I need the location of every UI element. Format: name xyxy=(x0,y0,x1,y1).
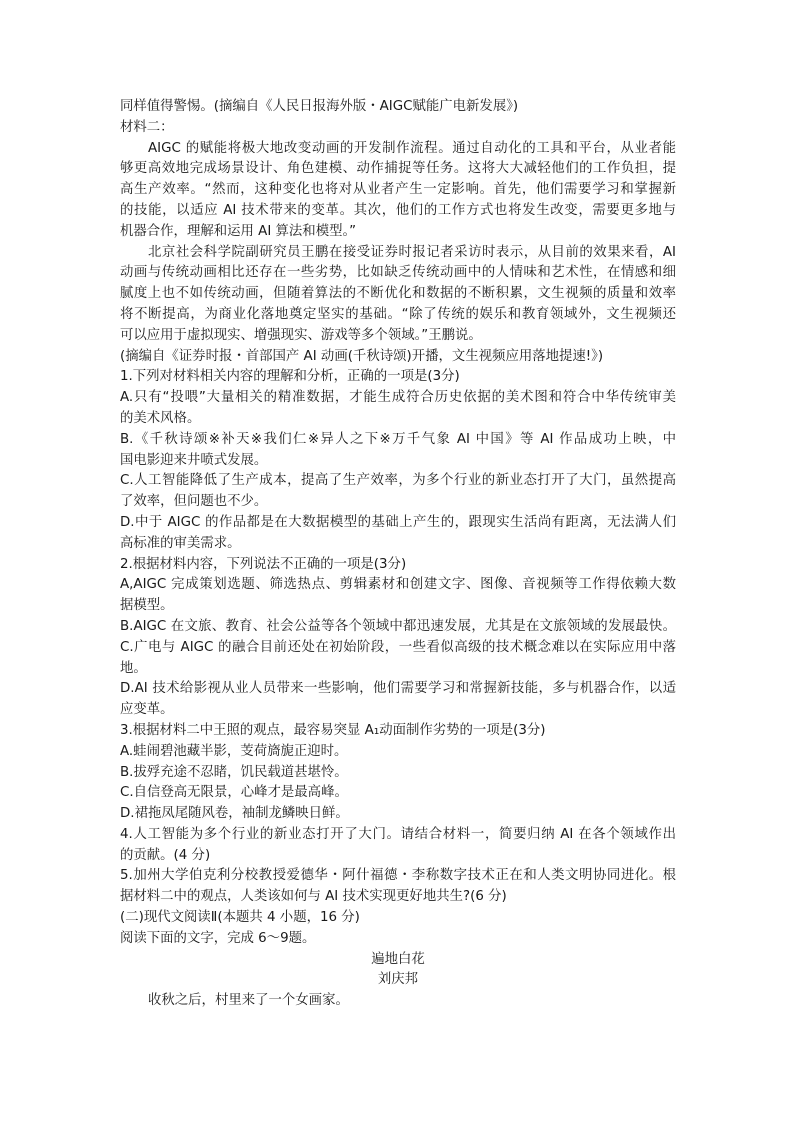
question-5-stem-cont: 据材料二中的观点，人类该如何与 AI 技术实现更好地共生?(6 分) xyxy=(120,889,507,905)
question-2-option-a-cont: 据模型。 xyxy=(120,598,174,614)
question-3-option-a: A.蛙闹碧池藏半影，芰荷旖旎正迎时。 xyxy=(120,743,348,759)
question-5-stem: 5.加州大学伯克利分校教授爱德华・阿什福德・李称数字技术正在和人类文明协同进化。根 xyxy=(120,868,676,884)
question-1-option-c-cont: 了效率，但问题也不少。 xyxy=(120,494,268,510)
question-1-option-b-cont: 国电影迎来井喷式发展。 xyxy=(120,452,268,468)
question-2-option-d: D.AI 技术给影视从业人员带来一些影响，他们需要学习和常握新技能，多与机器合作，以适 xyxy=(120,681,676,697)
question-2-option-c: C.广电与 AIGC 的融合目前还处在初始阶段，一些看似高级的技术概念难以在实际应用中落 xyxy=(120,639,676,655)
reading-instruction: 阅读下面的文字，完成 6～9题。 xyxy=(120,930,316,946)
question-3-option-c: C.自信登高无限景，心峰才是最高峰。 xyxy=(120,785,348,801)
passage-line: 腻度上也不如传统动画，但随着算法的不断优化和数据的不断积累，文生视频的质量和效率 xyxy=(120,286,676,302)
story-first-line: 收秋之后，村里来了一个女画家。 xyxy=(148,993,349,1009)
question-3-option-b: B.拔殍充途不忍睹，饥民载道甚堪怜。 xyxy=(120,764,348,780)
question-4-stem-cont: 的贡献。(4 分) xyxy=(120,847,211,863)
passage-line: 北京社会科学院副研究员王鹏在接受证券时报记者采访时表示，从目前的效果来看，AI xyxy=(148,244,676,260)
passage-line: 够更高效地完成场景设计、角色建模、动作捕捉等任务。这将大大减轻他们的工作负担，提 xyxy=(120,161,676,177)
passage-line: 动画与传统动画相比还存在一些劣势，比如缺乏传统动画中的人情味和艺术性，在情感和细 xyxy=(120,265,676,281)
source-citation-1: 同样值得警惕。(摘编自《人民日报海外版・AIGC赋能广电新发展》) xyxy=(120,99,519,114)
question-2-option-d-cont: 应变革。 xyxy=(120,702,174,718)
question-1-option-a: A.只有“投喂”大量相关的精准数据，才能生成符合历史依据的美术图和符合中华传统审美 xyxy=(120,390,676,406)
question-3-option-d: D.裙拖凤尾随风卷，袖制龙鳞映日鲜。 xyxy=(120,806,349,822)
question-1-option-d-cont: 高标准的审美需求。 xyxy=(120,535,241,551)
passage-line: 高生产效率。“然而，这种变化也将对从业者产生一定影响。首先，他们需要学习和掌握新 xyxy=(120,182,676,198)
passage-line: 机器合作，理解和运用 AI 算法和模型。” xyxy=(120,223,357,239)
story-author: 刘庆邦 xyxy=(377,972,419,988)
question-1-option-c: C.人工智能降低了生产成本，提高了生产效率，为多个行业的新业态打开了大门，虽然提高 xyxy=(120,473,676,489)
story-title: 遍地白花 xyxy=(371,951,425,967)
passage-line: 的技能，以适应 AI 技术带来的变革。其次，他们的工作方式也将发生改变，需要更多地与 xyxy=(120,202,676,218)
section-heading: (二)现代文阅读Ⅱ(本题共 4 小题，16 分) xyxy=(120,910,360,926)
material-2-heading: 材料二： xyxy=(120,119,174,135)
question-2-option-b: B.AIGC 在文旅、教育、社会公益等各个领域中都迅速发展，尤其是在文旅领域的发展最快。 xyxy=(120,618,676,634)
question-1-stem: 1.下列对材料相关内容的理解和分析，正确的一项是(3分) xyxy=(120,369,460,385)
passage-line: 可以应用于虚拟现实、增强现实、游戏等多个领域。”王鹏说。 xyxy=(120,327,482,343)
question-2-stem: 2.根据材料内容，下列说法不正确的一项是(3分) xyxy=(120,556,407,572)
passage-line: AIGC 的赋能将极大地改变动画的开发制作流程。通过自动化的工具和平台，从业者能 xyxy=(148,140,676,156)
source-citation-2: (摘编自《证券时报・首部国产 AI 动画(千秋诗颂)开播，文生视频应用落地提速!》) xyxy=(120,348,604,364)
question-4-stem: 4.人工智能为多个行业的新业态打开了大门。请结合材料一，简要归纳 AI 在各个领域作出 xyxy=(120,826,676,842)
question-2-option-a: A,AIGC 完成策划选题、筛选热点、剪辑素材和创建文字、图像、音视频等工作得依赖大数 xyxy=(120,577,676,593)
question-1-option-b: B.《千秋诗颂※补天※我们仁※异人之下※万千气象 AI 中国》等 AI 作品成功上映，中 xyxy=(120,431,676,447)
question-1-option-d: D.中于 AIGC 的作品都是在大数据模型的基础上产生的，跟现实生活尚有距离，无法满人们 xyxy=(120,514,676,530)
text-body xyxy=(120,97,676,1012)
question-2-option-c-cont: 地。 xyxy=(120,660,147,676)
question-1-option-a-cont: 的美术风格。 xyxy=(120,410,201,426)
passage-line: 将不断提高，为商业化落地奠定坚实的基础。“除了传统的娱乐和教育领域外，文生视频还 xyxy=(120,306,676,322)
question-3-stem: 3.根据材料二中王照的观点，最容易突显 A₁动面制作劣势的一项是(3分) xyxy=(120,722,546,738)
